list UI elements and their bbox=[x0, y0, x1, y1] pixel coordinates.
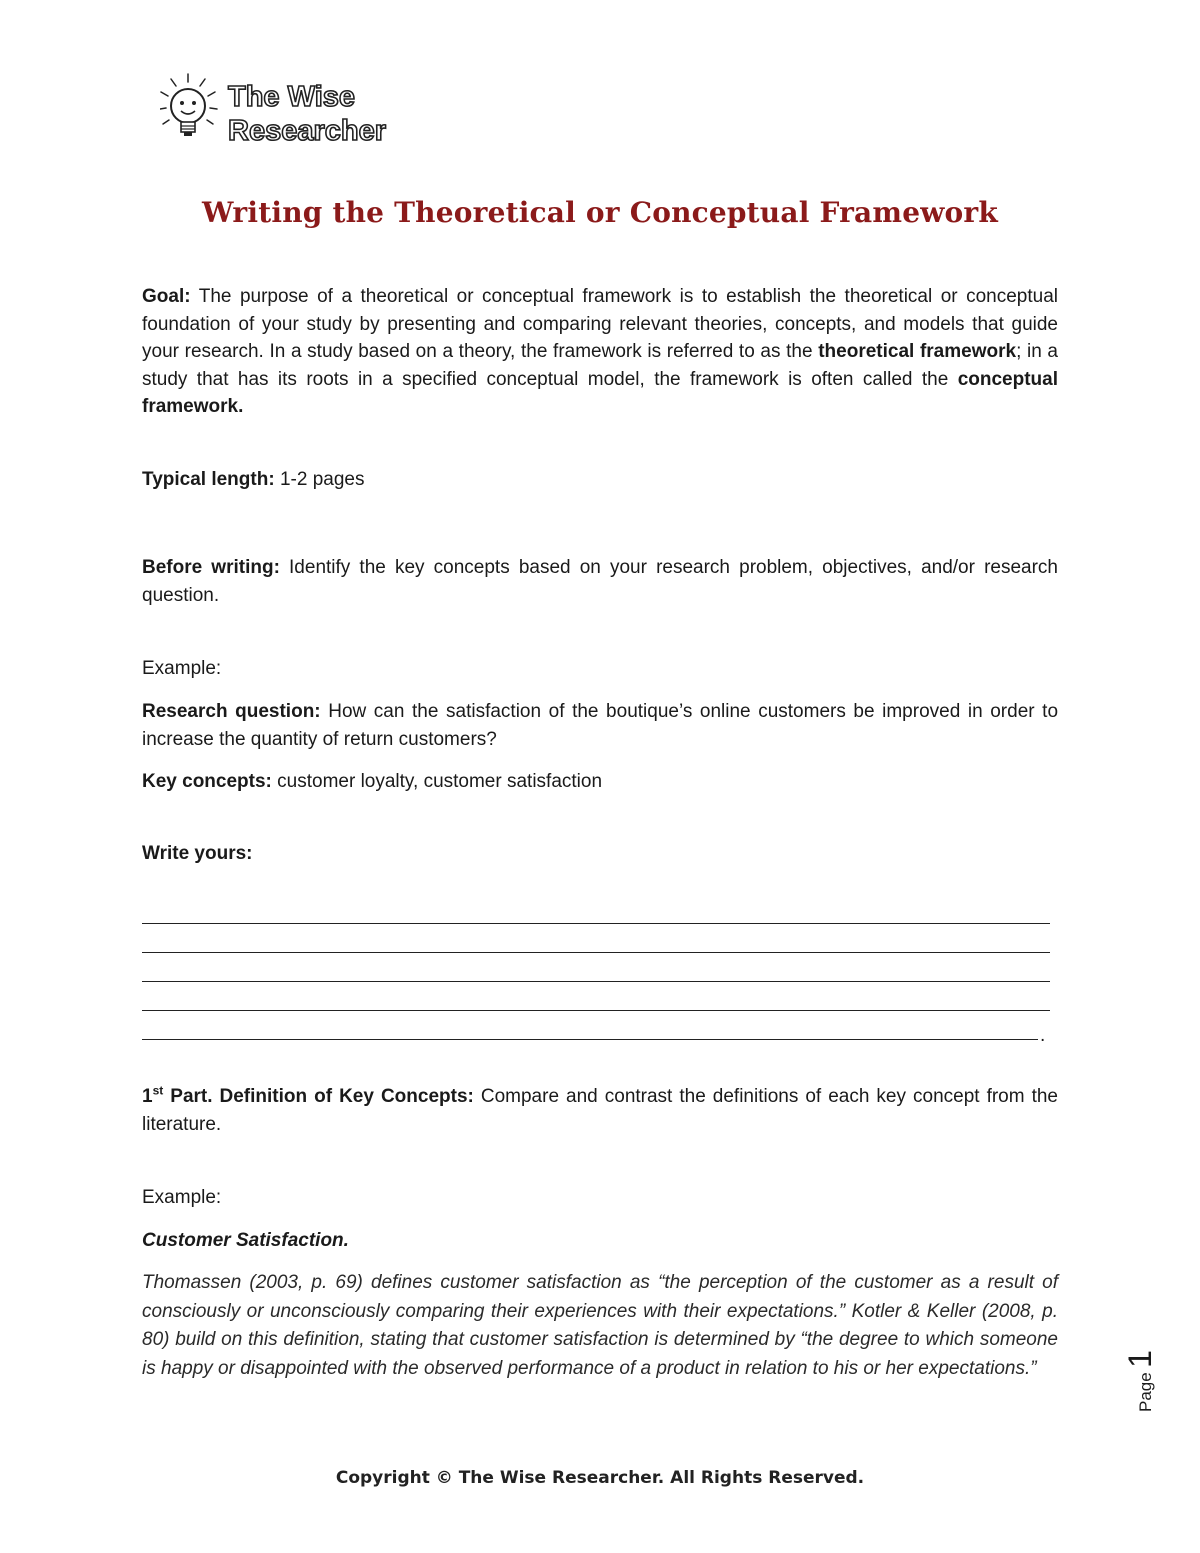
write-yours-answer-area[interactable] bbox=[142, 902, 1054, 1047]
answer-line[interactable] bbox=[142, 960, 1054, 989]
write-yours-text: Write yours: bbox=[142, 843, 253, 864]
goal-bold-1: theoretical framework bbox=[818, 341, 1017, 362]
answer-end-period: . bbox=[1040, 1025, 1046, 1046]
goal-label: Goal: bbox=[142, 286, 191, 307]
example-label-2: Example: bbox=[142, 1187, 222, 1208]
answer-line[interactable] bbox=[142, 931, 1054, 960]
before-writing bbox=[142, 554, 1058, 609]
write-yours-label bbox=[142, 840, 1058, 868]
part1-text: Compare and contrast the definitions of each key concept from the literature. bbox=[142, 1086, 1058, 1135]
goal-paragraph bbox=[142, 283, 1058, 421]
research-question bbox=[142, 698, 1058, 753]
part1-paragraph bbox=[142, 1083, 1058, 1138]
goal-bold-2: conceptual framework. bbox=[142, 368, 1058, 417]
example-label-1: Example: bbox=[142, 658, 222, 679]
part1-ordinal: st bbox=[152, 1083, 164, 1098]
logo-line2: Researcher bbox=[228, 115, 386, 147]
research-question-text: How can the satisfaction of the boutique’s online customers be improved in order to increase the quantity of return customers? bbox=[142, 701, 1059, 750]
key-concepts-text: customer loyalty, customer satisfaction bbox=[271, 771, 603, 792]
page-number-label bbox=[1122, 1340, 1162, 1412]
before-writing-text: Identify the key concepts based on your research problem, objectives, and/or research question. bbox=[142, 557, 1058, 606]
page-word: Page bbox=[1136, 1372, 1155, 1412]
copyright-footer: Copyright © The Wise Researcher. All Rights Reserved. bbox=[335, 1468, 865, 1488]
page-title: Writing the Theoretical or Conceptual Framework bbox=[202, 196, 998, 229]
answer-line[interactable] bbox=[142, 989, 1054, 1018]
answer-line[interactable] bbox=[142, 1018, 1054, 1047]
answer-line[interactable] bbox=[142, 902, 1054, 931]
page-number: 1 bbox=[1122, 1350, 1158, 1368]
part1-number: 1 bbox=[142, 1086, 153, 1107]
goal-text-1: The purpose of a theoretical or conceptual framework is to establish the theoretical or conceptual foundation of your study by presenting and comparing relevant theories, concepts, and models that guide your research. In a study based on a theory, the framework is referred to as the bbox=[142, 286, 1058, 362]
key-concepts-label: Key concepts: bbox=[142, 771, 272, 792]
customer-satisfaction-text: Thomassen (2003, p. 69) defines customer satisfaction as “the perception of the customer as a result of consciously or unconsciously comparing their experiences with their expectations.” Kotler & Keller (2008, p. 80) build on this definition, stating that customer satisfaction is determined by “the degree to which someone is happy or disappointed with the observed performance of a product in relation to his or her expectations.” bbox=[142, 1272, 1058, 1379]
customer-satisfaction-heading-text: Customer Satisfaction. bbox=[142, 1230, 349, 1251]
part1-heading bbox=[142, 1083, 474, 1107]
wise-researcher-logo bbox=[160, 72, 390, 150]
typical-length-label: Typical length: bbox=[142, 469, 275, 490]
before-writing-label: Before writing: bbox=[142, 557, 280, 578]
typical-length bbox=[142, 466, 1058, 494]
logo-line1: The Wise bbox=[228, 81, 356, 113]
research-question-label: Research question: bbox=[142, 701, 321, 722]
typical-length-value: 1-2 pages bbox=[274, 469, 365, 490]
key-concepts bbox=[142, 768, 1058, 796]
goal-text-2: ; in a study that has its roots in a specified conceptual model, the framework is often called the bbox=[142, 341, 1058, 390]
customer-satisfaction-heading bbox=[142, 1227, 1058, 1255]
part1-label: Part. Definition of Key Concepts: bbox=[163, 1086, 474, 1107]
